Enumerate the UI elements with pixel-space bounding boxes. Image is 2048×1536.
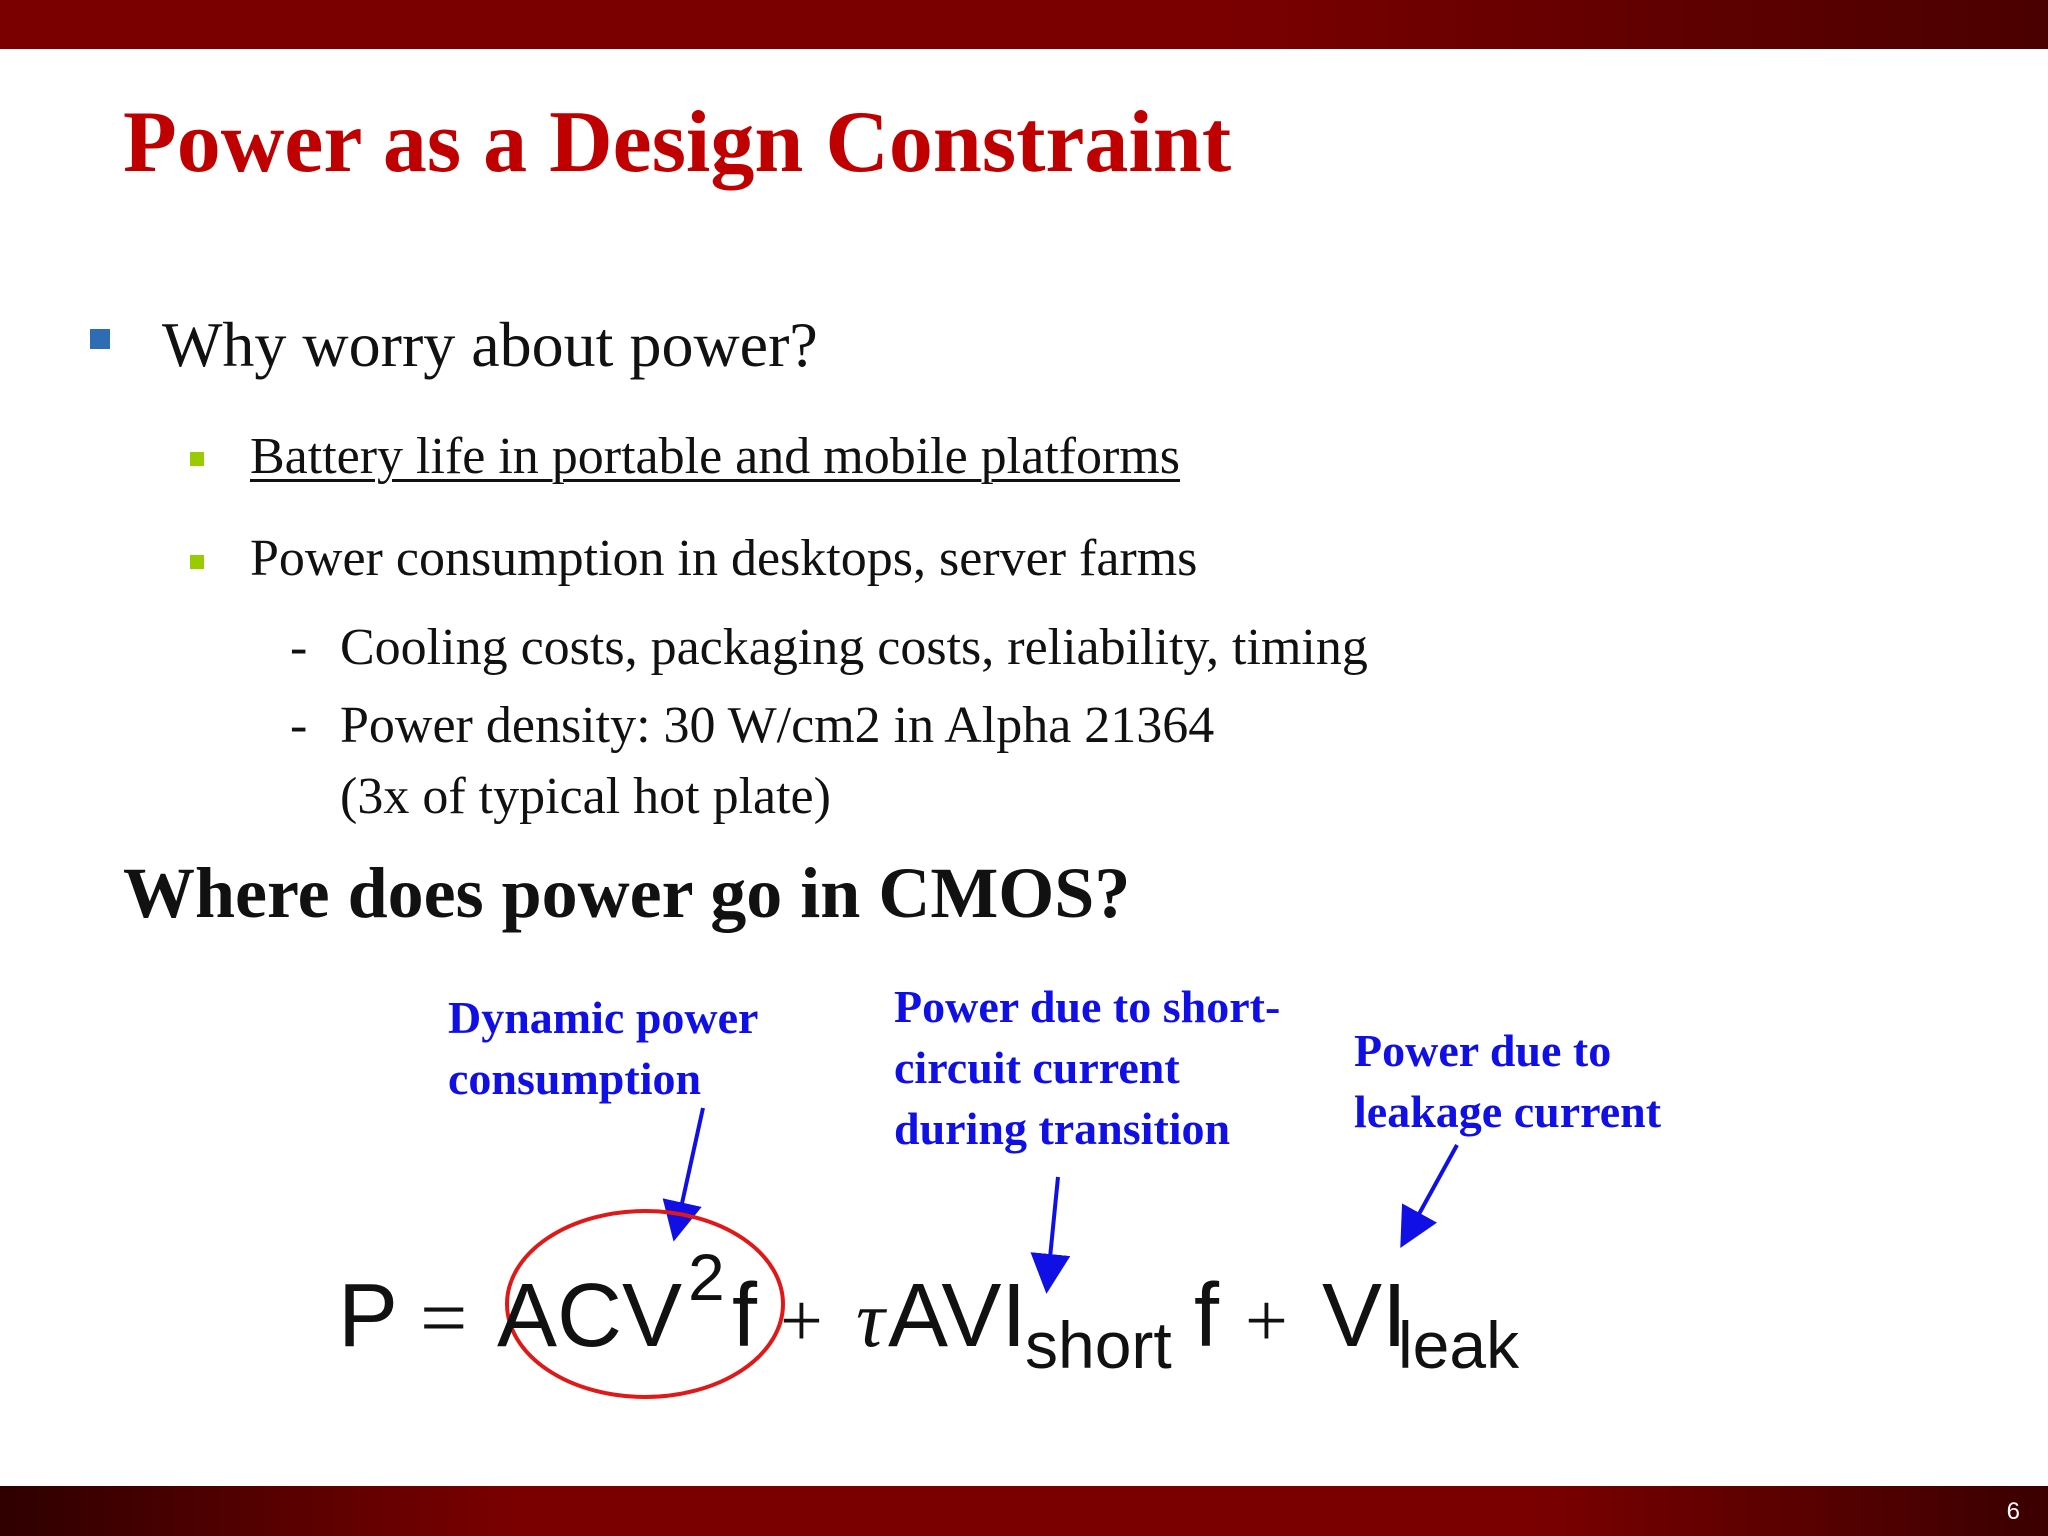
formula-plus-2: + bbox=[1245, 1279, 1288, 1363]
annotation-line: Dynamic power bbox=[448, 992, 759, 1043]
annotation-line: Power due to bbox=[1354, 1025, 1612, 1076]
dash-marker: - bbox=[290, 619, 308, 676]
bullet-square-icon bbox=[90, 329, 110, 349]
page-number: 6 bbox=[2006, 1498, 2020, 1525]
formula-term1-exp: 2 bbox=[688, 1240, 725, 1314]
formula-tau: τ bbox=[856, 1276, 885, 1364]
dash-marker: - bbox=[290, 697, 308, 754]
top-bar bbox=[0, 0, 2048, 49]
formula-term3-base: VI bbox=[1322, 1266, 1408, 1366]
formula-term1-f: f bbox=[732, 1266, 758, 1366]
formula-term1-base: ACV bbox=[497, 1266, 683, 1366]
highlight-ellipse bbox=[507, 1211, 783, 1397]
bottom-bar bbox=[0, 1486, 2048, 1536]
formula-term3-sub: leak bbox=[1398, 1308, 1520, 1382]
formula-plus-1: + bbox=[780, 1279, 823, 1363]
annotation-short-circuit bbox=[894, 976, 1280, 1159]
dash-item-power-density-cont: (3x of typical hot plate) bbox=[340, 768, 831, 825]
formula-term2-f: f bbox=[1194, 1266, 1220, 1366]
formula-p: P bbox=[338, 1266, 399, 1366]
slide-title: Power as a Design Constraint bbox=[123, 94, 1232, 191]
bullet-why-worry: Why worry about power? bbox=[162, 309, 818, 380]
annotation-line: during transition bbox=[894, 1103, 1231, 1154]
sub-bullet-square-icon bbox=[190, 452, 204, 466]
annotation-line: consumption bbox=[448, 1053, 702, 1104]
annotation-dynamic-power bbox=[448, 987, 758, 1109]
cmos-subheading: Where does power go in CMOS? bbox=[123, 853, 1131, 933]
annotation-line: Power due to short- bbox=[894, 981, 1281, 1032]
bullet-battery-life: Battery life in portable and mobile platforms bbox=[250, 428, 1180, 485]
arrow-dynamic bbox=[677, 1108, 703, 1226]
formula-term2-base: AVI bbox=[888, 1266, 1027, 1366]
dash-item-power-density: Power density: 30 W/cm2 in Alpha 21364 bbox=[340, 697, 1215, 754]
annotation-line: leakage current bbox=[1354, 1086, 1662, 1137]
arrow-leakage bbox=[1408, 1145, 1457, 1234]
arrow-short-circuit bbox=[1048, 1177, 1058, 1278]
annotation-leakage bbox=[1354, 1020, 1661, 1142]
dash-item-cooling: Cooling costs, packaging costs, reliability, timing bbox=[340, 619, 1368, 676]
formula-term2-sub: short bbox=[1025, 1308, 1172, 1382]
bullet-power-consumption: Power consumption in desktops, server farms bbox=[250, 530, 1198, 587]
sub-bullet-square-icon bbox=[190, 555, 204, 569]
formula-eq: = bbox=[420, 1272, 468, 1365]
annotation-line: circuit current bbox=[894, 1042, 1180, 1093]
